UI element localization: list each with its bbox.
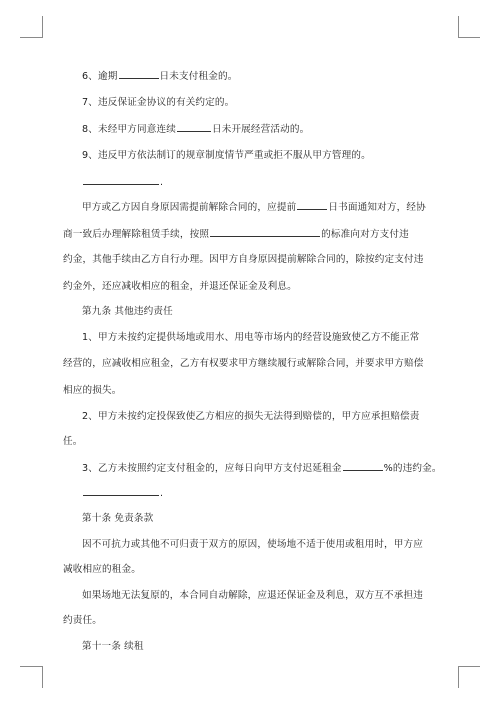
text: 8、未经甲方同意连续 <box>82 124 176 135</box>
text: 相应的损失。 <box>63 385 122 396</box>
text: 的标准向对方支付违 <box>321 229 409 240</box>
text: 经营的，应减收相应租金，乙方有权要求甲方继续履行或解除合同，并要求甲方赔偿 <box>63 358 424 369</box>
blank-field <box>119 69 159 79</box>
section-heading-article-9 <box>82 305 173 318</box>
text: 日书面通知对方，经协 <box>328 202 426 213</box>
text: 减收相应的租金。 <box>63 564 141 575</box>
blank-field <box>83 175 159 185</box>
blank-field <box>177 122 211 132</box>
text: 第十条 免责条款 <box>82 513 154 524</box>
paragraph-line <box>63 384 121 397</box>
text: . <box>160 177 164 188</box>
paragraph-line <box>63 563 141 576</box>
paragraph-line <box>63 614 102 627</box>
text: 第九条 其他违约责任 <box>82 306 173 317</box>
text: 3、乙方未按照约定支付租金的，应每日向甲方支付迟延租金 <box>82 463 342 474</box>
paragraph-line <box>63 227 409 241</box>
blank-field <box>343 461 383 471</box>
blank-field <box>210 227 320 237</box>
text: 9、违反甲方依法制订的规章制度情节严重或拒不服从甲方管理的。 <box>82 150 371 161</box>
section-heading-article-10 <box>82 512 153 525</box>
section-heading-article-11 <box>82 640 144 653</box>
paragraph-line <box>82 200 426 214</box>
text: 第十一条 续租 <box>82 641 144 652</box>
paragraph-line <box>82 331 420 344</box>
text: . <box>160 488 164 499</box>
text: 甲方或乙方因自身原因需提前解除合同的，应提前 <box>82 202 297 213</box>
clause-item-6 <box>82 69 237 83</box>
text: 约金外，还应减收相应的租金，并退还保证金及利息。 <box>63 281 297 292</box>
paragraph-line <box>82 461 442 475</box>
clause-item-8 <box>82 122 309 136</box>
paragraph-line <box>82 589 423 602</box>
paragraph-line <box>63 435 83 448</box>
text: 任。 <box>63 436 83 447</box>
blank-heading-2 <box>82 486 163 500</box>
paragraph-line <box>63 357 424 370</box>
paragraph-line <box>63 253 424 266</box>
blank-field <box>83 486 159 496</box>
paragraph-line <box>63 280 297 293</box>
text: 商一致后办理解除租赁手续，按照 <box>63 229 210 240</box>
clause-item-7 <box>82 96 234 109</box>
text: 因不可抗力或其他不可归责于双方的原因，使场地不适于使用或租用时，甲方应 <box>82 539 424 550</box>
text: 日未开展经营活动的。 <box>211 124 310 135</box>
text: 6、逾期 <box>82 71 118 82</box>
text: 1、甲方未按约定提供场地或用水、用电等市场内的经营设施致使乙方不能正常 <box>82 332 420 343</box>
text: 2、甲方未按约定投保致使乙方相应的损失无法得到赔偿的，甲方应承担赔偿责 <box>82 411 420 422</box>
paragraph-line <box>82 538 423 551</box>
text: 约责任。 <box>63 615 102 626</box>
text: 日未支付租金的。 <box>159 71 238 82</box>
paragraph-line <box>82 410 420 423</box>
text: 7、违反保证金协议的有关约定的。 <box>82 97 235 108</box>
blank-heading-1 <box>82 175 163 189</box>
text: %的违约金。 <box>383 463 442 474</box>
clause-item-9 <box>82 149 371 162</box>
blank-field <box>297 200 327 210</box>
text: 约金，其他手续由乙方自行办理。因甲方自身原因提前解除合同的，除按约定支付违 <box>63 254 424 265</box>
text: 如果场地无法复原的，本合同自动解除，应退还保证金及利息，双方互不承担违 <box>82 590 424 601</box>
